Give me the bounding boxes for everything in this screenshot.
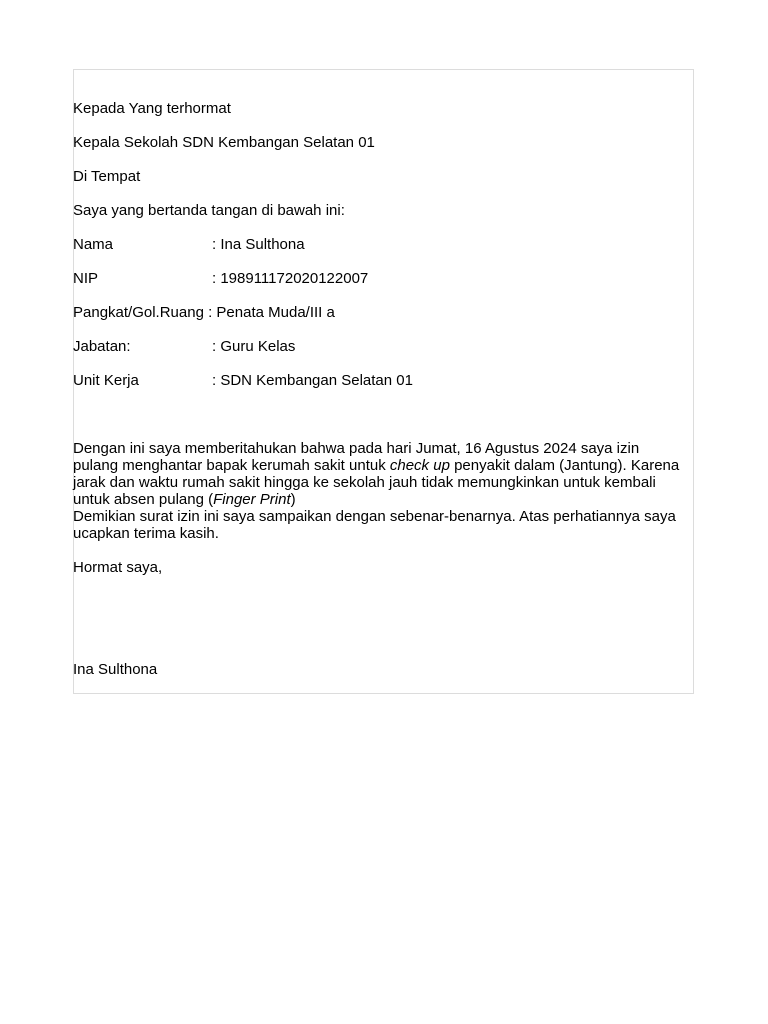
field-row-nip	[73, 270, 688, 287]
field-row-nama	[73, 236, 688, 253]
field-value: : SDN Kembangan Selatan 01	[212, 372, 413, 389]
field-label: Jabatan:	[73, 338, 131, 355]
closing: Hormat saya,	[73, 559, 163, 576]
field-row-jabatan	[73, 338, 688, 355]
field-value: : Penata Muda/III a	[203, 304, 335, 321]
body-paragraph-1	[73, 440, 688, 508]
field-label: NIP	[73, 270, 99, 287]
place: Di Tempat	[73, 168, 141, 185]
body-italic-text: check up	[389, 457, 450, 474]
field-value: : 198911172020122007	[212, 270, 369, 287]
body-text: penyakit dalam (Jantung). Karena jarak dan waktu rumah sakit hingga ke sekolah jauh tidak memungkinkan untuk kembali untuk absen pulang (	[73, 457, 680, 508]
field-value: : Ina Sulthona	[212, 236, 305, 253]
body-italic-text: Finger Print	[213, 491, 291, 508]
field-row-unit-kerja	[73, 372, 688, 389]
field-label: Nama	[73, 236, 114, 253]
field-label: Unit Kerja	[73, 372, 139, 389]
body-paragraph-2: Demikian surat izin ini saya sampaikan dengan sebenar-benarnya. Atas perhatiannya saya ucapkan terima kasih.	[73, 508, 676, 542]
body-text: )	[290, 491, 296, 508]
body-text: Dengan ini saya memberitahukan bahwa pada hari Jumat, 16 Agustus 2024 saya izin pulang menghantar bapak kerumah sakit untuk	[73, 440, 640, 474]
field-row-pangkat	[73, 304, 688, 321]
recipient: Kepala Sekolah SDN Kembangan Selatan 01	[73, 134, 375, 151]
field-value: : Guru Kelas	[212, 338, 296, 355]
signer-name: Ina Sulthona	[73, 661, 158, 678]
intro-text: Saya yang bertanda tangan di bawah ini:	[73, 202, 345, 219]
letter-body	[73, 100, 688, 678]
salutation: Kepada Yang terhormat	[73, 100, 231, 117]
field-label: Pangkat/Gol.Ruang	[73, 304, 204, 321]
